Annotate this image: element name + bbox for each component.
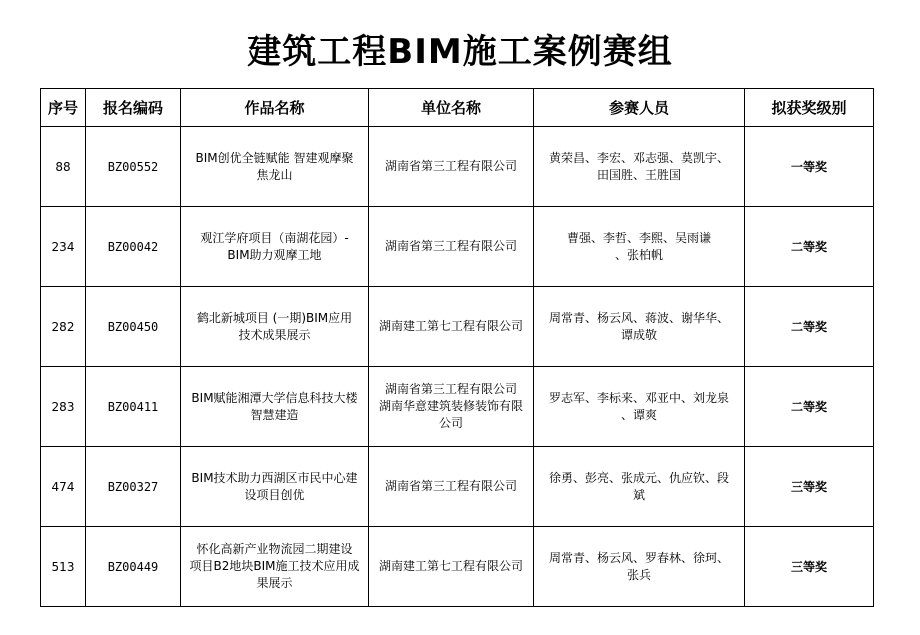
members-line: 张兵 bbox=[626, 567, 651, 582]
members-line: 斌 bbox=[632, 487, 645, 502]
cell-code: BZ00042 bbox=[86, 207, 181, 287]
work-line: 焦龙山 bbox=[256, 167, 293, 182]
org-line: 湖南省第三工程有限公司 bbox=[384, 479, 517, 493]
cell-no: 282 bbox=[41, 287, 86, 367]
members-line: 曹强、李哲、李熙、吴雨谦 bbox=[566, 230, 711, 245]
work-line: 设项目创优 bbox=[244, 487, 305, 502]
cell-code: BZ00449 bbox=[86, 527, 181, 607]
members-line: 谭成敬 bbox=[620, 327, 657, 342]
table-row bbox=[41, 447, 874, 527]
cell-org bbox=[369, 367, 534, 447]
col-header-work: 作品名称 bbox=[181, 89, 369, 127]
work-line: BIM技术助力西湖区市民中心建 bbox=[191, 470, 358, 485]
work-line: 智慧建造 bbox=[250, 407, 299, 422]
cell-work bbox=[181, 287, 369, 367]
cell-org bbox=[369, 527, 534, 607]
work-line: 果展示 bbox=[256, 576, 293, 590]
cell-members bbox=[534, 447, 745, 527]
work-line: 技术成果展示 bbox=[238, 327, 311, 342]
col-header-members: 参赛人员 bbox=[534, 89, 745, 127]
col-header-org: 单位名称 bbox=[369, 89, 534, 127]
members-line: 罗志军、李标来、邓亚中、刘龙泉 bbox=[548, 390, 729, 405]
org-line: 湖南建工第七工程有限公司 bbox=[378, 559, 523, 573]
members-line: 周常青、杨云风、蒋波、谢华华、 bbox=[548, 310, 729, 325]
cell-org bbox=[369, 207, 534, 287]
cell-no: 88 bbox=[41, 127, 86, 207]
cell-prize: 二等奖 bbox=[745, 367, 874, 447]
org-line: 湖南省第三工程有限公司 bbox=[384, 382, 517, 396]
org-line: 湖南华意建筑装修装饰有限 bbox=[378, 399, 523, 413]
cell-no: 234 bbox=[41, 207, 86, 287]
work-line: BIM助力观摩工地 bbox=[227, 247, 322, 262]
cell-prize: 二等奖 bbox=[745, 287, 874, 367]
cell-no: 513 bbox=[41, 527, 86, 607]
table-row bbox=[41, 207, 874, 287]
table-row bbox=[41, 367, 874, 447]
cell-members bbox=[534, 127, 745, 207]
cell-prize: 三等奖 bbox=[745, 447, 874, 527]
cell-work bbox=[181, 207, 369, 287]
members-line: 周常青、杨云风、罗春林、徐珂、 bbox=[548, 550, 729, 565]
table-row bbox=[41, 127, 874, 207]
org-line: 湖南省第三工程有限公司 bbox=[384, 239, 517, 253]
cell-org bbox=[369, 287, 534, 367]
cell-code: BZ00450 bbox=[86, 287, 181, 367]
members-line: 、谭爽 bbox=[620, 407, 657, 422]
cell-prize: 一等奖 bbox=[745, 127, 874, 207]
work-line: BIM创优全链赋能 智建观摩聚 bbox=[195, 150, 354, 165]
members-line: 田国胜、王胜国 bbox=[596, 167, 681, 182]
cell-code: BZ00552 bbox=[86, 127, 181, 207]
col-header-code: 报名编码 bbox=[86, 89, 181, 127]
col-header-prize: 拟获奖级别 bbox=[745, 89, 874, 127]
cell-work bbox=[181, 127, 369, 207]
cell-org bbox=[369, 127, 534, 207]
cell-members bbox=[534, 527, 745, 607]
members-line: 、张柏帆 bbox=[614, 247, 663, 262]
cell-members bbox=[534, 367, 745, 447]
cell-members bbox=[534, 207, 745, 287]
org-line: 湖南建工第七工程有限公司 bbox=[378, 319, 523, 333]
work-line: BIM赋能湘潭大学信息科技大楼 bbox=[191, 390, 358, 405]
work-line: 怀化高新产业物流园二期建设 bbox=[196, 542, 353, 556]
cell-prize: 三等奖 bbox=[745, 527, 874, 607]
cell-org bbox=[369, 447, 534, 527]
awards-table bbox=[40, 88, 874, 607]
cell-prize: 二等奖 bbox=[745, 207, 874, 287]
cell-work bbox=[181, 527, 369, 607]
org-line: 公司 bbox=[438, 416, 463, 430]
members-line: 黄荣昌、李宏、邓志强、莫凯宇、 bbox=[548, 150, 729, 165]
cell-work bbox=[181, 447, 369, 527]
col-header-no: 序号 bbox=[41, 89, 86, 127]
work-line: 观江学府项目（南湖花园）- bbox=[200, 230, 349, 245]
table-row bbox=[41, 287, 874, 367]
cell-no: 474 bbox=[41, 447, 86, 527]
cell-work bbox=[181, 367, 369, 447]
members-line: 徐勇、彭亮、张成元、仇应钦、段 bbox=[548, 470, 729, 485]
cell-code: BZ00411 bbox=[86, 367, 181, 447]
work-line: 项目B2地块BIM施工技术应用成 bbox=[189, 559, 360, 573]
table-row bbox=[41, 527, 874, 607]
cell-code: BZ00327 bbox=[86, 447, 181, 527]
work-line: 鹤北新城项目 (一期)BIM应用 bbox=[196, 310, 353, 325]
table-header-row bbox=[41, 89, 874, 127]
cell-no: 283 bbox=[41, 367, 86, 447]
page-title: 建筑工程BIM施工案例赛组 bbox=[247, 32, 673, 72]
cell-members bbox=[534, 287, 745, 367]
org-line: 湖南省第三工程有限公司 bbox=[384, 159, 517, 173]
